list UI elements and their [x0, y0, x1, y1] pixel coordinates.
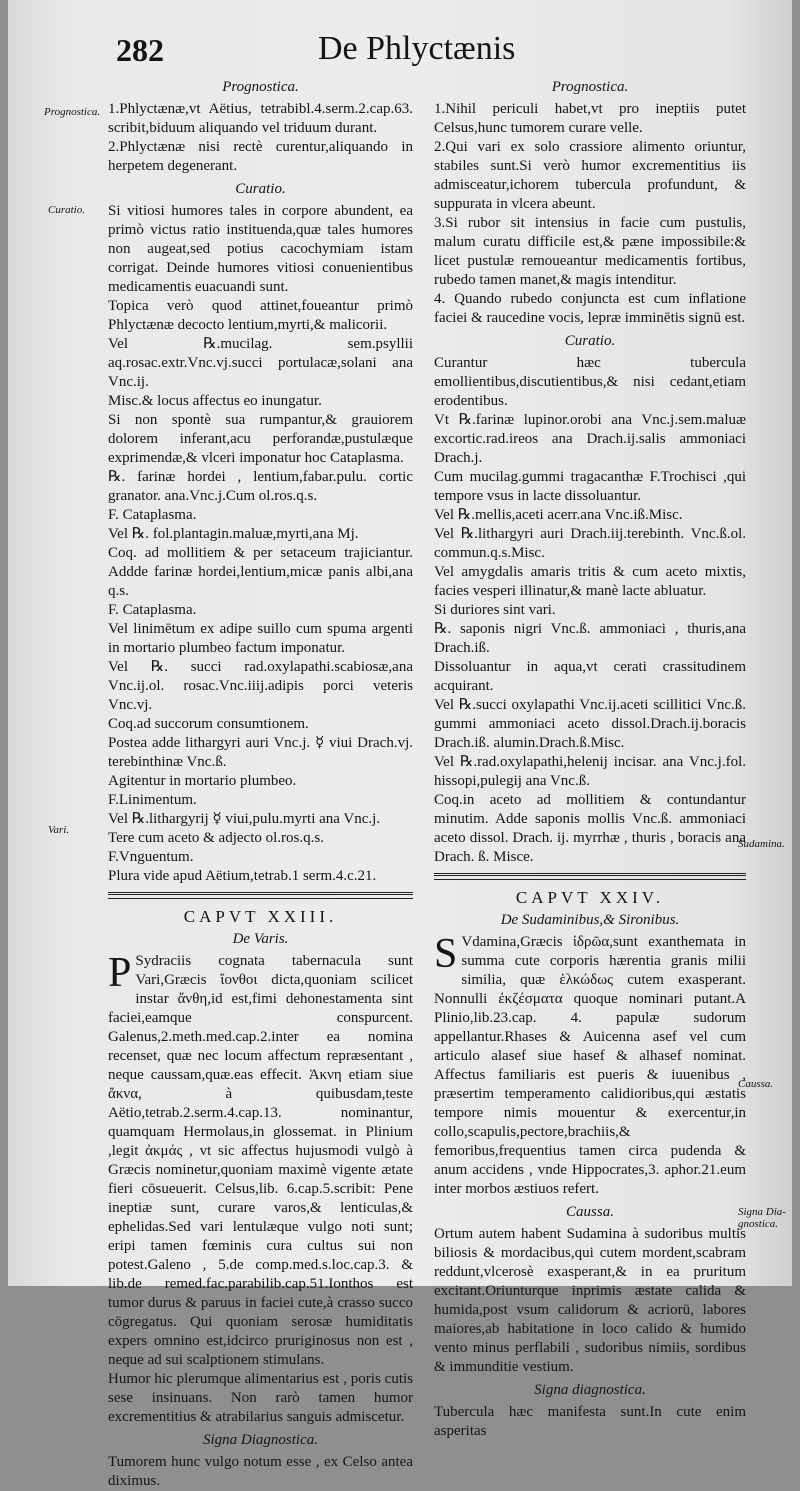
paragraph: Vt ℞.farinæ lupinor.orobi ana Vnc.j.sem.maluæ excortic.rad.ireos ana Drach.ij.salis ammoniaci Drach.j. — [434, 412, 746, 466]
paragraph: Vel linimētum ex adipe suillo cum spuma argenti in mortario plumbeo factum imponatur. — [108, 621, 413, 656]
paragraph: ℞. saponis nigri Vnc.ß. ammoniaci , thuris,ana Drach.iß. — [434, 621, 746, 656]
heading-curatio: Curatio. — [564, 333, 616, 349]
paragraph: Si non spontè sua rumpantur,& grauiorem dolorem inferant,acu perforandæ,pustulæque exprimendæ,& vlceri imponatur hoc Cataplasma. — [108, 412, 413, 466]
paragraph: Dissoluantur in aqua,vt cerati crassitudinem acquirant. — [434, 659, 746, 694]
margin-note-caussa: Caussa. — [738, 1078, 774, 1090]
paragraph: 2.Phlyctænæ nisi rectè curentur,aliquando in herpetem degenerant. — [108, 139, 413, 174]
paragraph: Vel ℞.succi oxylapathi Vnc.ij.aceti scillitici Vnc.ß. gummi ammoniaci aceto dissol.Drach.ij.boracis Drach.iß. alumin.Drach.ß.Misc. — [434, 697, 746, 751]
margin-note-signa: Signa Dia- gnostica. — [738, 1206, 786, 1230]
paragraph: 1.Nihil periculi habet,vt pro ineptiis putet Celsus,hunc tumorem curare velle. — [434, 101, 746, 136]
paragraph: ℞. farinæ hordei , lentium,fabar.pulu. cortic granator. ana.Vnc.j.Cum ol.ros.q.s. — [108, 469, 413, 504]
paragraph: Tubercula hæc manifesta sunt.In cute enim asperitas — [434, 1404, 746, 1439]
chapter-subtitle: De Varis. — [232, 931, 289, 947]
heading-caussa: Caussa. — [566, 1204, 614, 1220]
paragraph: Si vitiosi humores tales in corpore abundent, ea primò victus ratio instituenda,quæ tales humores non augeat,sed potius cacochymiam istam corrigat. Deinde humores vitiosi conuenientibus medicamentis euacuandi sunt. — [108, 203, 413, 295]
heading-signa: Signa diagnostica. — [534, 1382, 646, 1398]
paragraph — [108, 952, 413, 1370]
paragraph: Tere cum aceto & adjecto ol.ros.q.s. — [108, 830, 324, 846]
paragraph: Vel amygdalis amaris tritis & cum aceto mixtis, facies vesperi illinatur,& manè lacte abluatur. — [434, 564, 746, 599]
paragraph: Vel ℞.lithargyri auri Drach.iij.terebinth. Vnc.ß.ol. commun.q.s.Misc. — [434, 526, 746, 561]
page-title: De Phlyctænis — [318, 30, 516, 67]
paragraph: Vel ℞.mellis,aceti acerr.ana Vnc.iß.Misc. — [434, 507, 683, 523]
margin-note-prognostica: Prognostica. — [44, 106, 101, 118]
paragraph: F. Cataplasma. — [108, 507, 197, 523]
divider — [434, 873, 746, 880]
paragraph: 3.Si rubor sit intensius in facie cum pustulis, malum curatu difficile est,& pæne impossibile:& licet pustulæ remoueantur medicamentis fortibus, rubedo tamen manet,& magis intenditur. — [434, 215, 746, 288]
initial-letter: P — [108, 950, 132, 996]
chapter-heading: CAPVT XXIV. — [515, 888, 665, 907]
paragraph: Humor hic plerumque alimentarius est , poris cutis sese insinuans. Non rarò tamen humor excrementitius & atrabilarius sanguis admiscetur. — [108, 1371, 413, 1425]
paragraph: Ortum autem habent Sudamina à sudoribus multis biliosis & mordacibus,qui cutem mordent,scabram reddunt,vlcerosè exasperant,& in ea pruritum excitant.Oriunturque inprimis æstate calida & humida,post vsum calidorum & acriorū, labores maiores,ab habitatione in loco calido & humido vento minus perflabili , sudoribus nimiis, sordibus & immunditie vestium. — [434, 1226, 746, 1375]
paragraph: F. Cataplasma. — [108, 602, 197, 618]
heading-signa: Signa Diagnostica. — [203, 1432, 318, 1448]
paragraph: F.Linimentum. — [108, 792, 197, 808]
paragraph: Vel ℞. fol.plantagin.maluæ,myrti,ana Mj. — [108, 526, 359, 542]
paragraph: 2.Qui vari ex solo crassiore alimento oriuntur, stabiles sunt.Si verò humor excrementitius iis admisceatur,ichorem tubercula profundunt, & suppurata in vlcera abeunt. — [434, 139, 746, 212]
page-number: 282 — [116, 32, 164, 68]
paragraph: Topica verò quod attinet,foueantur primò Phlyctænæ decocto lentium,myrti,& malicorii. — [108, 298, 413, 333]
right-column — [434, 74, 746, 1441]
paragraph: 1.Phlyctænæ,vt Aëtius, tetrabibl.4.serm.2.cap.63. scribit,biduum aliquando vel triduum durant. — [108, 101, 413, 136]
initial-letter: S — [434, 931, 458, 977]
paragraph: Misc.& locus affectus eo inungatur. — [108, 393, 322, 409]
margin-note-sudamina: Sudamina. — [738, 838, 785, 850]
paragraph: Tumorem hunc vulgo notum esse , ex Celso antea diximus. — [108, 1454, 413, 1489]
chapter-heading: CAPVT XXIII. — [183, 907, 338, 926]
paragraph-text: Sydraciis cognata tabernacula sunt Vari,Græcis ἴονθοι dicta,quoniam scilicet instar ἄνθη,id est,fimi dehonestamenta sint faciei,eamque conspurcent. Galenus,2.meth.med.cap.2.inter ea nomina recenset, quæ nec locum affectum repræsentant , neque caussam,quæ.eas effecit. Ἀκνη etiam siue ἄκνα, à quibusdam,teste Aëtio,tetrab.2.serm.4.cap.13. nominantur, quamquam Hermolaus,in glossemat. in Plinium ,legit ἀκμάς , vt sic affectus hujusmodi vulgò à Græcis nominetur,quoniam maximè vigente ætate fieri cōsueuerit. Celsus,lib. 6.cap.5.scribit: Pene ineptiæ sunt, curare varos,& lenticulas,& ephelidas.Sed vari lentulæque vulgo noti sunt; eripi tamen fœminis cura cultus sui non potest.Galeno , 5.de comp.med.s.loc.cap.3. & lib.de remed.fac.parabilib.cap.51.Ionthos est tumor durus & paruus in faciei cute,à crasso succo cōgregatus. Qui quoniam serosæ humiditatis expers omnino est,idcirco pruriginosus non est , neque ad sui scalptionem stimulans. — [108, 953, 413, 1368]
paragraph: Vel ℞. succi rad.oxylapathi.scabiosæ,ana Vnc.ij.ol. rosac.Vnc.iiij.adipis porci veteris Vnc.vj. — [108, 659, 413, 713]
margin-note-vari: Vari. — [48, 824, 70, 836]
paragraph-text: Vdamina,Græcis ἱδρῶα,sunt exanthemata in summa cute corporis hærentia granis milii similia, quæ ἑλκώδως cutem exasperant. Nonnulli ἐκζέσματα quoque nominari putant.A Plinio,lib.23.cap. 4. papulæ sudorum appellantur.Rhases & Auicenna asef vel cum articulo alasef siue hasef & alhasef nominat. Affectus familiaris est pueris & iuuenibus , præsertim temperamento calidioribus,qui æstatis tempore nimis mouentur & exercentur,in collo,scapulis,pectore,brachiis,& femoribus,frequentius tamen circa pudenda & anum accidens , vnde Hippocrates,3. aphor.21.eum inter morbos æstiuos refert. — [434, 934, 746, 1197]
heading-prognostica: Prognostica. — [222, 79, 299, 95]
paragraph: Coq.ad succorum consumtionem. — [108, 716, 309, 732]
page-header — [8, 30, 792, 74]
paragraph: Postea adde lithargyri auri Vnc.j. ☿ viui Drach.vj. terebinthinæ Vnc.ß. — [108, 735, 413, 770]
margin-note-curatio: Curatio. — [48, 204, 85, 216]
heading-prognostica: Prognostica. — [551, 79, 629, 95]
divider — [108, 892, 413, 899]
heading-curatio: Curatio. — [235, 181, 286, 197]
paragraph: Vel ℞.lithargyrij ☿ viui,pulu.myrti ana Vnc.j. — [108, 811, 381, 827]
paragraph: 4. Quando rubedo conjuncta est cum inflatione faciei & raucedine vocis, lepræ imminētis signū est. — [434, 291, 746, 326]
paragraph: Vel ℞.rad.oxylapathi,helenij incisar. ana Vnc.j.fol. hissopi,pulegij ana Vnc.ß. — [434, 754, 746, 789]
paragraph: Si duriores sint vari. — [434, 602, 556, 618]
paragraph: Coq. ad mollitiem & per setaceum trajiciantur. Addde farinæ hordei,lentium,micæ panis albi,ana q.s. — [108, 545, 413, 599]
paragraph: Curantur hæc tubercula emollientibus,discutientibus,& nisi cedant,etiam erodentibus. — [434, 355, 746, 409]
paragraph: Agitentur in mortario plumbeo. — [108, 773, 297, 789]
paragraph: F.Vnguentum. — [108, 849, 194, 865]
paragraph: Coq.in aceto ad mollitiem & contundantur minutim. Adde saponis mollis Vnc.ß. ammoniaci aceto dissol. Drach. ij. myrrhæ , thuris , boracis ana Drach. ß. Misce. — [434, 792, 746, 865]
paragraph — [434, 933, 746, 1199]
paragraph: Plura vide apud Aëtium,tetrab.1 serm.4.c.21. — [108, 868, 377, 884]
left-column — [108, 74, 413, 1491]
paragraph: Cum mucilag.gummi tragacanthæ F.Trochisci ,qui tempore vsus in lacte dissoluantur. — [434, 469, 746, 504]
book-page — [8, 0, 792, 1489]
chapter-subtitle: De Sudaminibus,& Sironibus. — [500, 912, 680, 928]
paragraph: Vel ℞.mucilag. sem.psyllii aq.rosac.extr.Vnc.vj.succi portulacæ,solani ana Vnc.ij. — [108, 336, 413, 390]
